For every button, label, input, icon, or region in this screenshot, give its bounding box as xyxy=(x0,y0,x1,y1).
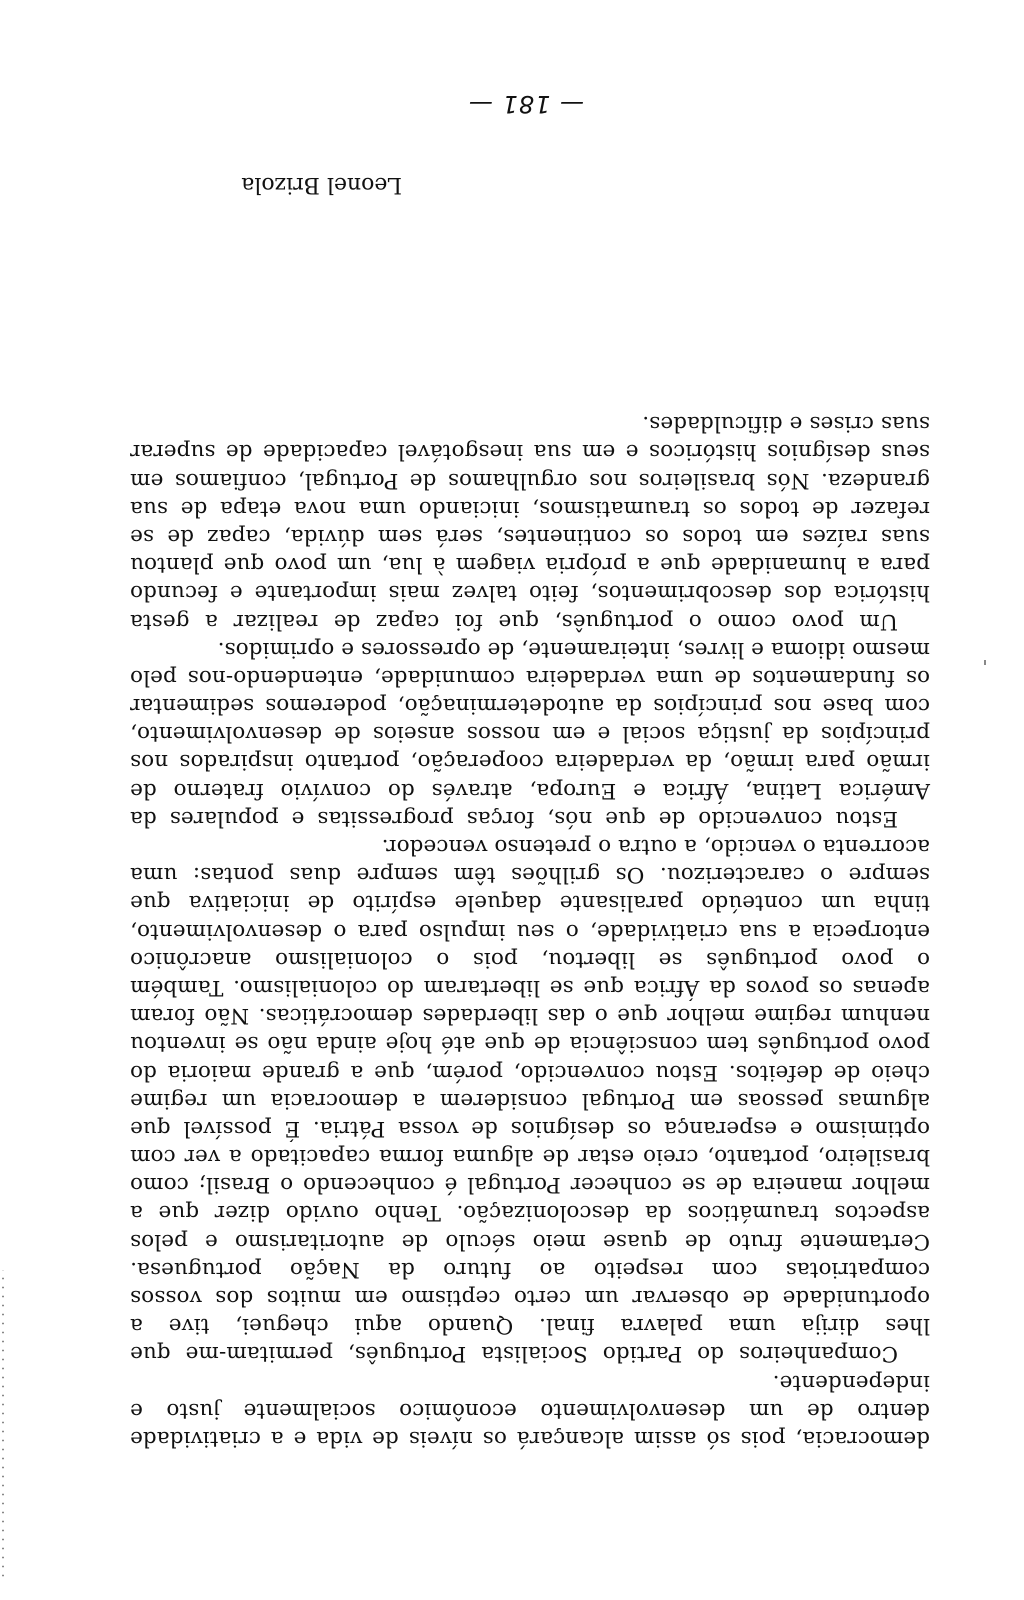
text-line: grandeza. Nós brasileiros nos orgulhamos de Portugal, confiamos em xyxy=(130,467,930,493)
text-line: o povo português se libertou, pois o colonialismo anacrônico xyxy=(130,946,930,972)
text-line: com base nos princípios da autodeterminação, poderemos sedimentar xyxy=(130,693,930,719)
text-line: princípios da justiça social e em nossos anseios de desenvolvimento, xyxy=(130,721,930,747)
text-line: sempre o caracterizou. Os grilhões têm sempre duas pontas: uma xyxy=(130,862,930,888)
text-line: democracia, pois só assim alcançará os níveis de vida e a criatividade xyxy=(130,1426,930,1451)
scan-margin-mark xyxy=(984,660,986,665)
text-line: Um povo como o português, que foi capaz de realizar a gesta xyxy=(130,608,898,634)
text-line: optimismo e esperança os desígnios de vossa Pátria. É possível que xyxy=(130,1115,930,1141)
text-line: nenhum regime melhor que o das liberdades democráticas. Não foram xyxy=(130,1003,930,1029)
scan-margin-artifact xyxy=(2,1270,4,1580)
text-line: América Latina, África e Europa, através do convívio fraterno de xyxy=(130,777,930,803)
text-line: lhes dirija uma palavra final. Quando aqui cheguei, tive a xyxy=(130,1313,930,1339)
text-line: acorrenta o vencido, a outra o pretenso vencedor. xyxy=(381,834,930,860)
text-line: aspectos traumáticos da descolonização. Tenho ouvido dizer que a xyxy=(130,1200,930,1226)
text-line: apenas os povos da África que se libertaram do colonialismo. Também xyxy=(130,975,930,1000)
text-line: Certamente fruto de quase meio século de autoritarismo e pelos xyxy=(130,1228,930,1254)
text-line: entorpecia a sua criatividade, o seu impulso para o desenvolvimento, xyxy=(130,918,930,944)
text-line: irmão para irmão, da verdadeira cooperação, portanto inspirados nos xyxy=(130,749,930,775)
text-line: independente. xyxy=(772,1369,930,1395)
text-line: refazer de todos os traumatismos, iniciando uma nova etapa de sua xyxy=(130,495,930,521)
body-text xyxy=(130,409,930,1452)
text-line: brasileiro, portanto, creio estar de alguma forma capacitado a ver com xyxy=(130,1144,930,1170)
text-line: para a humanidade que a própria viagem à lua, um povo que plantou xyxy=(130,552,930,578)
text-line: povo português tem consciência de que até hoje ainda não se inventou xyxy=(130,1031,930,1057)
text-line: oportunidade de observar um certo ceptismo em muitos dos vossos xyxy=(130,1285,930,1311)
page-number: — 181 — xyxy=(467,90,584,118)
text-line: melhor maneira de se conhecer Portugal é conhecendo o Brasil; como xyxy=(130,1172,930,1198)
text-line: seus desígnios históricos e em sua inesgotável capacidade de superar xyxy=(130,439,930,465)
text-line: mesmo idioma e livres, inteiramente, de opressores e oprimidos. xyxy=(217,636,930,662)
text-line: os fundamentos de uma verdadeira comunidade, entendendo-nos pelo xyxy=(130,664,930,690)
text-line: compatriotas com respeito ao futuro da Nação portuguesa. xyxy=(130,1256,930,1282)
text-line: cheio de defeitos. Estou convencido, porém, que a grande maioria do xyxy=(130,1059,930,1085)
text-line: tinha um conteúdo paralisante daquele espírito de iniciativa que xyxy=(130,890,930,916)
text-line: suas crises e dificuldades. xyxy=(642,411,930,437)
author-signature: Leonel Brizola xyxy=(241,172,402,197)
text-line: Companheiros do Partido Socialista Português, permitam-me que xyxy=(130,1341,898,1367)
text-line: histórica dos descobrimentos, feito talvez mais importante e fecundo xyxy=(130,580,930,606)
text-line: dentro de um desenvolvimento econômico socialmente justo e xyxy=(130,1397,930,1423)
text-line: Estou convencido de que nós, forças progressitas e populares da xyxy=(130,805,898,831)
text-line: algumas pessoas em Portugal considerem a democracia um regime xyxy=(130,1087,930,1113)
text-line: suas raízes em todos os continentes, será sem dúvida, capaz de se xyxy=(130,524,930,549)
